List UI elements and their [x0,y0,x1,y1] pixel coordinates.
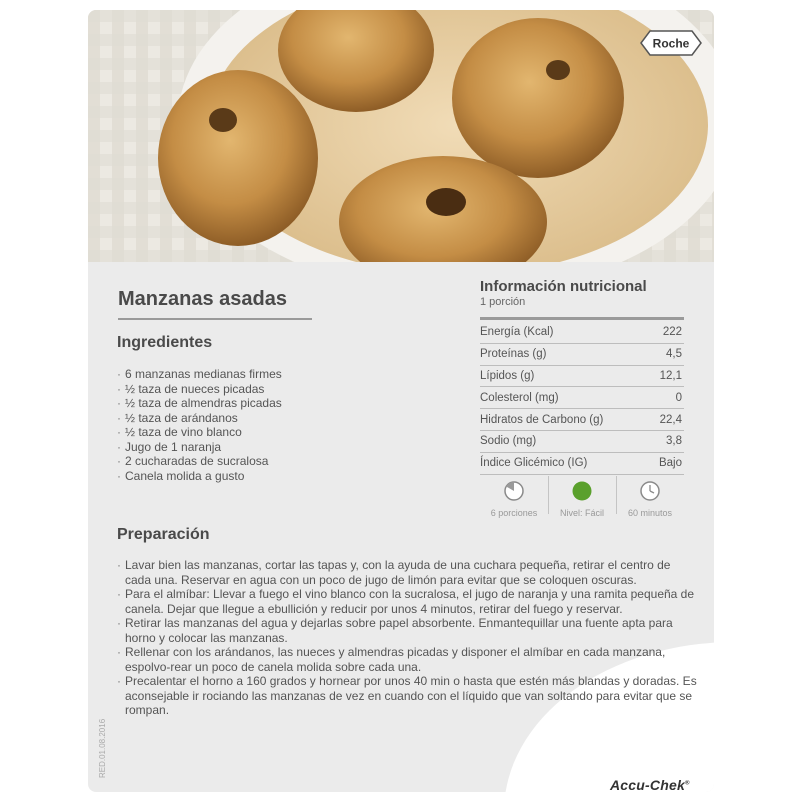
time-label: 60 minutos [627,508,673,518]
ingredient-item: · ½ taza de almendras picadas [117,396,377,411]
nutrition-label: Proteínas (g) [480,348,547,361]
nutrition-value: Bajo [658,457,682,470]
ingredient-item: · Canela molida a gusto [117,469,377,484]
nutrition-label: Sodio (mg) [480,435,537,448]
preparation-step: · Retirar las manzanas del agua y dejarlas sobre papel absorbente. Enmantequillar una fuente apta para horno y colocar las manzanas. [117,616,697,645]
nutrition-divider [480,317,684,320]
nutrition-row [480,453,684,475]
nutrition-value: 4,5 [666,348,682,361]
nutrition-subtitle: 1 porción [480,296,526,308]
nutrition-value: 0 [675,391,682,404]
roche-logo [640,30,702,56]
preparation-heading: Preparación [117,526,210,543]
nutrition-row [480,387,684,409]
registered-mark: ® [684,780,690,787]
nutrition-row [480,409,684,431]
preparation-step: · Para el almíbar: Llevar a fuego el vino blanco con la sucralosa, el jugo de naranja y una ramita pequeña de canela. Dejar que llegue a ebullición y reducir por unos 4 minutos, retirar del fuego y reservar. [117,587,697,616]
nutrition-row [480,431,684,453]
nutrition-label: Colesterol (mg) [480,391,559,404]
ingredient-item: · ½ taza de nueces picadas [117,382,377,397]
nutrition-label: Índice Glicémico (IG) [480,457,588,470]
nutrition-value: 22,4 [659,413,682,426]
ingredient-item: · Jugo de 1 naranja [117,440,377,455]
ingredients-list [117,367,377,483]
recipe-title: Manzanas asadas [118,288,287,310]
nutrition-title: Información nutricional [480,278,647,295]
document-code: RED.01.08.2016 [98,718,107,778]
preparation-step: · Precalentar el horno a 160 grados y hornear por unos 40 min o hasta que estén más blandas y doradas. Es aconsejable ir rociando las manzanas de vez en cuando con el líquido que van soltando para evitar que se rompan. [117,674,697,718]
nutrition-value: 3,8 [666,435,682,448]
nutrition-row [480,322,684,344]
ingredients-heading: Ingredientes [117,334,213,351]
time-badge [616,476,684,518]
nutrition-label: Hidratos de Carbono (g) [480,413,604,426]
ingredient-item: · 6 manzanas medianas firmes [117,367,377,382]
servings-badge [480,476,548,518]
ingredient-item: · 2 cucharadas de sucralosa [117,454,377,469]
nutrition-label: Lípidos (g) [480,369,535,382]
preparation-step: · Lavar bien las manzanas, cortar las tapas y, con la ayuda de una cuchara pequeña, retirar el centro de cada una. Reservar en agua con un poco de jugo de limón para evitar que se coloquen oscuras. [117,558,697,587]
nutrition-value: 222 [662,326,682,339]
difficulty-label: Nivel: Fácil [559,508,604,518]
portion-pie-icon [503,480,525,502]
recipe-badges [480,476,684,524]
nutrition-label: Energía (Kcal) [480,326,554,339]
ingredient-item: · ½ taza de arándanos [117,411,377,426]
servings-label: 6 porciones [490,508,538,518]
clock-icon [639,480,661,502]
baked-apples-illustration [88,10,714,262]
roche-logo-text: Roche [652,36,690,51]
preparation-list [117,558,697,718]
accu-chek-logo-text: Accu-Chek [610,777,685,793]
difficulty-dot-icon [571,480,593,502]
difficulty-badge [548,476,616,518]
ingredient-item: · ½ taza de vino blanco [117,425,377,440]
preparation-step: · Rellenar con los arándanos, las nueces y almendras picadas y disponer el almíbar en cada manzana, espolvo-rear un poco de canela molida sobre cada una. [117,645,697,674]
nutrition-table [480,322,684,475]
title-divider [118,318,312,320]
baked-apples-photo [88,10,714,262]
nutrition-value: 12,1 [659,369,682,382]
nutrition-row [480,366,684,388]
accu-chek-logo [610,777,690,793]
nutrition-row [480,344,684,366]
